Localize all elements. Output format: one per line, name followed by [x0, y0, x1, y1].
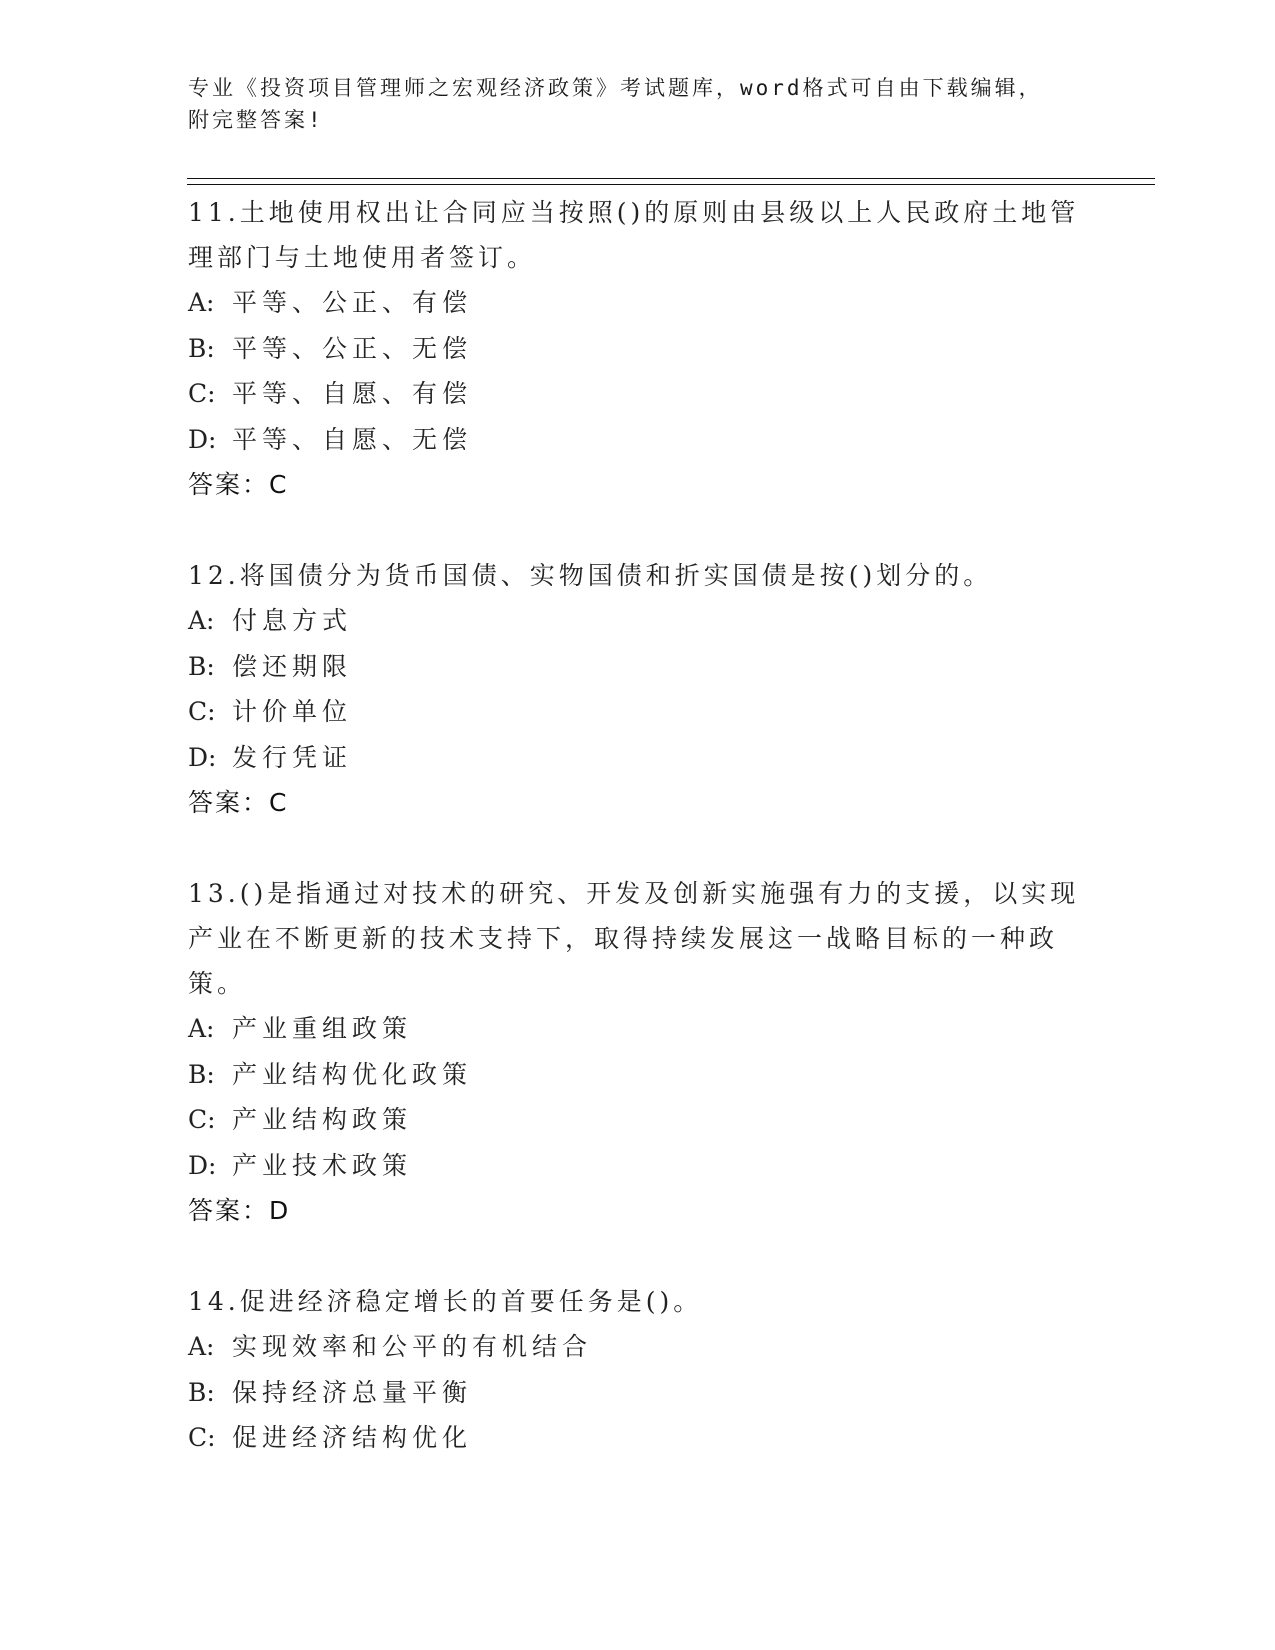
option-key: A:: [188, 288, 215, 317]
option-key: A:: [188, 606, 215, 635]
option-key: B:: [188, 333, 215, 363]
stem-line: 策。: [188, 969, 247, 998]
option-text: 发行凭证: [232, 742, 353, 772]
header-line-2: 附完整答案!: [188, 108, 324, 132]
option-text: 平等、自愿、有偿: [232, 379, 473, 408]
option-key: C:: [188, 697, 216, 726]
stem-line: 12.将国债分为货币国债、实物国债和折实国债是按()划分的。: [188, 561, 993, 590]
option-text: 实现效率和公平的有机结合: [232, 1332, 593, 1361]
question-stem: [188, 1279, 1088, 1324]
option-text: 产业结构优化政策: [232, 1059, 473, 1089]
option-text: 偿还期限: [232, 651, 353, 681]
option-d: [188, 735, 1088, 781]
answer-line: 答案：C: [188, 788, 289, 817]
option-text: 计价单位: [232, 697, 353, 726]
option-key: D:: [188, 1150, 217, 1180]
option-c: [188, 1415, 1088, 1461]
option-key: D:: [188, 742, 217, 772]
option-key: C:: [188, 379, 216, 408]
stem-line: 13.()是指通过对技术的研究、开发及创新实施强有力的支援，以实现: [188, 879, 1080, 908]
option-text: 促进经济结构优化: [232, 1423, 473, 1452]
option-key: B:: [188, 1377, 215, 1407]
question-13: [188, 871, 1088, 1233]
question-stem: [188, 190, 1088, 280]
header-divider-bottom: [187, 184, 1155, 185]
option-b: [188, 1052, 1088, 1098]
option-key: C:: [188, 1105, 216, 1134]
option-b: [188, 1370, 1088, 1416]
option-d: [188, 417, 1088, 463]
option-key: A:: [188, 1014, 215, 1043]
option-text: 付息方式: [232, 606, 353, 635]
header-divider-top: [187, 178, 1155, 179]
option-key: A:: [188, 1332, 215, 1361]
option-a: [188, 1324, 1088, 1370]
option-b: [188, 644, 1088, 690]
option-c: [188, 689, 1088, 735]
stem-line: 理部门与土地使用者签订。: [188, 243, 537, 272]
option-c: [188, 371, 1088, 417]
answer-line: 答案：D: [188, 1196, 291, 1225]
header-line-1: 专业《投资项目管理师之宏观经济政策》考试题库，word格式可自由下载编辑，: [188, 76, 1043, 100]
option-key: D:: [188, 424, 217, 454]
stem-line: 14.促进经济稳定增长的首要任务是()。: [188, 1287, 703, 1316]
question-12: [188, 553, 1088, 825]
question-11: [188, 190, 1088, 507]
question-stem: [188, 871, 1088, 1006]
option-d: [188, 1143, 1088, 1189]
option-text: 平等、自愿、无偿: [232, 424, 473, 454]
option-text: 产业技术政策: [232, 1150, 413, 1180]
stem-line: 产业在不断更新的技术支持下，取得持续发展这一战略目标的一种政: [188, 924, 1059, 953]
option-a: [188, 1006, 1088, 1052]
document-header: [188, 72, 1088, 136]
option-b: [188, 326, 1088, 372]
stem-line: 11.土地使用权出让合同应当按照()的原则由县级以上人民政府土地管: [188, 198, 1080, 227]
option-a: [188, 598, 1088, 644]
option-c: [188, 1097, 1088, 1143]
option-text: 平等、公正、无偿: [232, 333, 473, 363]
option-key: B:: [188, 1059, 215, 1089]
answer-line: 答案：C: [188, 470, 289, 499]
option-key: C:: [188, 1423, 216, 1452]
option-text: 保持经济总量平衡: [232, 1377, 473, 1407]
question-stem: [188, 553, 1088, 598]
option-key: B:: [188, 651, 215, 681]
option-a: [188, 280, 1088, 326]
option-text: 平等、公正、有偿: [232, 288, 473, 317]
option-text: 产业结构政策: [232, 1105, 413, 1134]
option-text: 产业重组政策: [232, 1014, 413, 1043]
question-14: [188, 1279, 1088, 1461]
question-list: [188, 190, 1088, 1507]
